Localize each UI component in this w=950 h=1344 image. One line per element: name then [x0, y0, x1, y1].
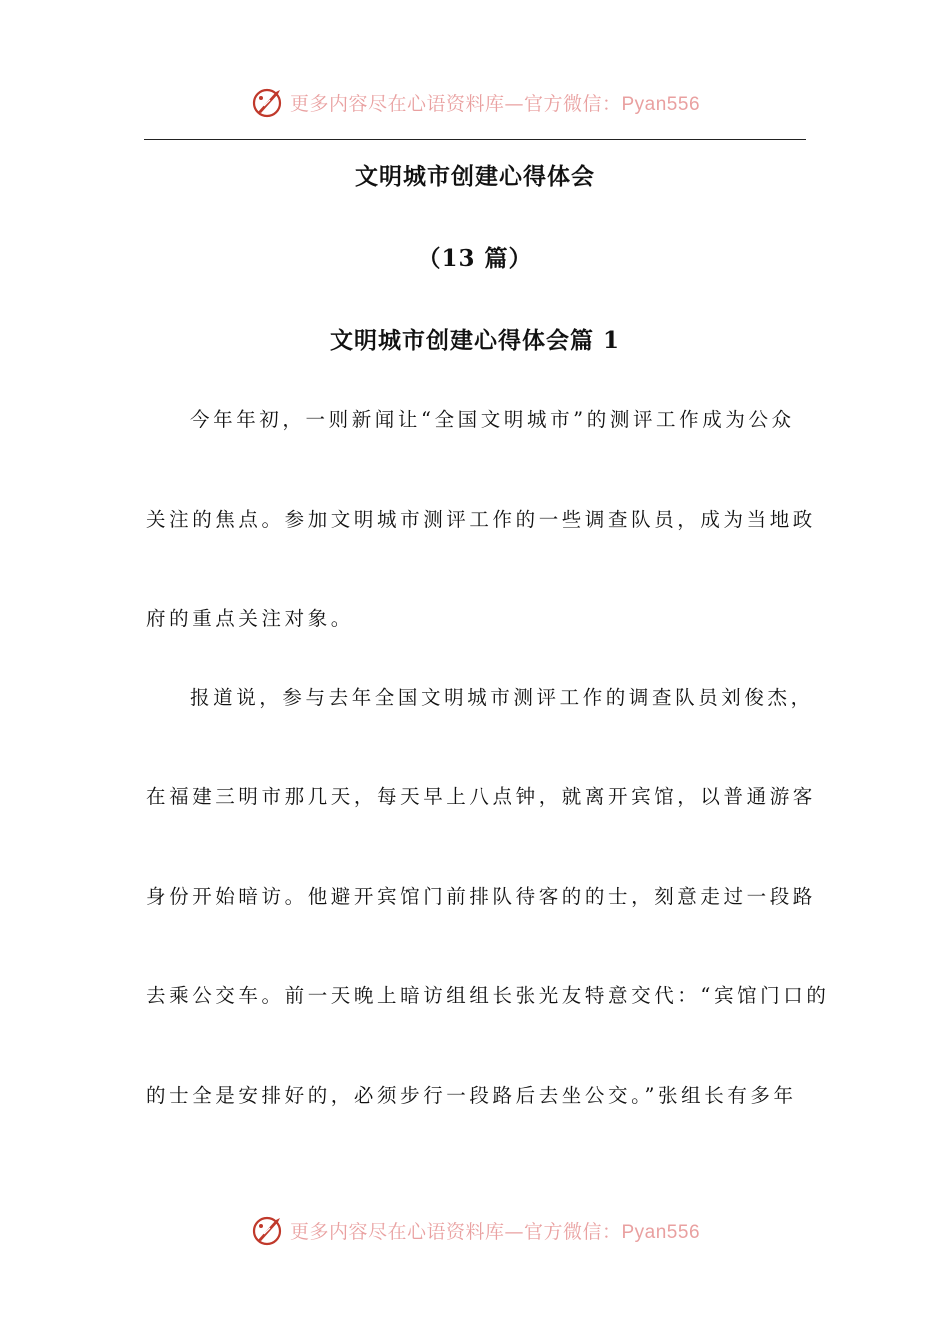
footer-banner-text: 更多内容尽在心语资料库—官方微信：Pyan556	[289, 1220, 701, 1243]
header-banner-text: 更多内容尽在心语资料库—官方微信：Pyan556	[289, 92, 701, 115]
part-title: 文明城市创建心得体会篇 1	[329, 327, 620, 354]
document-title: 文明城市创建心得体会	[355, 163, 595, 190]
quill-logo-icon	[250, 84, 286, 120]
paragraph-1-line-3: 府的重点关注对象。	[146, 607, 354, 630]
header-divider	[144, 139, 806, 140]
paragraph-2-line-3: 身份开始暗访。他避开宾馆门前排队待客的的士，刻意走过一段路	[146, 885, 816, 908]
paragraph-1-line-1: 今年年初，一则新闻让“全国文明城市”的测评工作成为公众	[190, 408, 795, 431]
paragraph-1-line-2: 关注的焦点。参加文明城市测评工作的一些调查队员，成为当地政	[146, 508, 816, 531]
paragraph-2-line-4: 去乘公交车。前一天晚上暗访组组长张光友特意交代：“宾馆门口的	[146, 984, 830, 1007]
header-banner	[0, 82, 950, 122]
quill-logo-icon	[250, 1212, 286, 1248]
paragraph-2-line-1: 报道说，参与去年全国文明城市测评工作的调查队员刘俊杰，	[190, 686, 814, 709]
footer-banner	[0, 1210, 950, 1250]
header-wechat-id: Pyan556	[621, 93, 701, 115]
document-count: （13 篇）	[417, 245, 533, 272]
footer-wechat-id: Pyan556	[621, 1221, 701, 1243]
paragraph-2-line-2: 在福建三明市那几天，每天早上八点钟，就离开宾馆，以普通游客	[146, 785, 816, 808]
paragraph-2-line-5: 的士全是安排好的，必须步行一段路后去坐公交。”张组长有多年	[146, 1084, 797, 1107]
